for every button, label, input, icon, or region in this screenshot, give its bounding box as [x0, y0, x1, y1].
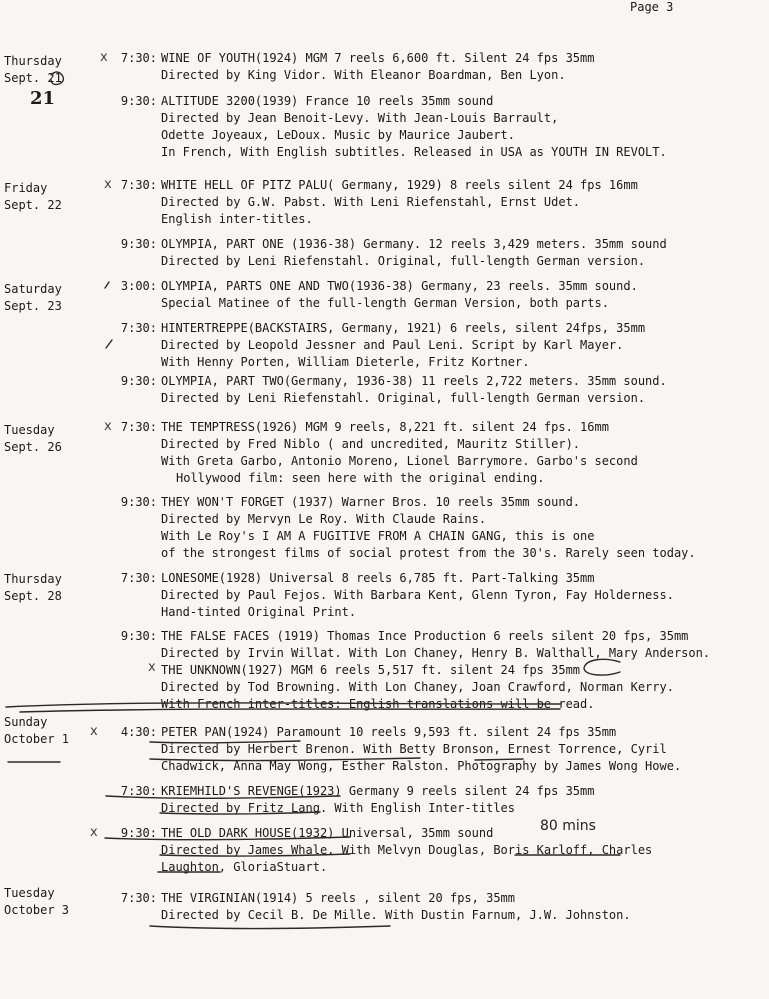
- screening-credit-line: Odette Joyeaux, LeDoux. Music by Maurice Jaubert.: [161, 128, 516, 142]
- screening-time: 9:30:: [120, 629, 157, 643]
- screening-credit-line: Chadwick, Anna May Wong, Esther Ralston. Photography by James Wong Howe.: [161, 759, 682, 773]
- screening-note-line: English inter-titles.: [161, 212, 313, 226]
- screening-title-line: THE FALSE FACES (1919) Thomas Ince Production 6 reels silent 20 fps, 35mm: [161, 629, 689, 643]
- screening-altitude-3200: [100, 93, 667, 161]
- day-name: Thursday: [4, 54, 62, 68]
- screening-credit-line: Directed by G.W. Pabst. With Leni Riefenstahl, Ernst Udet.: [161, 195, 581, 209]
- day-date: Sept. 28: [4, 589, 62, 603]
- screening-credit-line: Directed by Paul Fejos. With Barbara Kent, Glenn Tyron, Fay Holderness.: [161, 588, 674, 602]
- screening-title-line: HINTERTREPPE(BACKSTAIRS, Germany, 1921) 6 reels, silent 24fps, 35mm: [161, 321, 646, 335]
- handwritten-x-mark: x: [104, 419, 112, 434]
- screening-time: 9:30:: [120, 826, 157, 840]
- day-tuesday-october-3: [4, 885, 69, 919]
- day-date: Sept. 22: [4, 198, 62, 212]
- screening-credit-line: Directed by Herbert Brenon. With Betty Bronson, Ernest Torrence, Cyril: [161, 742, 667, 756]
- screening-note-line: With Le Roy's I AM A FUGITIVE FROM A CHAIN GANG, this is one: [161, 529, 595, 543]
- day-name: Tuesday: [4, 886, 55, 900]
- screening-credit-line: Directed by Jean Benoit-Levy. With Jean-Louis Barrault,: [161, 111, 559, 125]
- day-date: Sept. 21: [4, 71, 62, 85]
- screening-credit-line: Directed by Leni Riefenstahl. Original, full-length German version.: [161, 391, 646, 405]
- screening-title-line: THE TEMPTRESS(1926) MGM 9 reels, 8,221 ft. silent 24 fps. 16mm: [161, 420, 609, 434]
- screening-title-line: THE OLD DARK HOUSE(1932) Universal, 35mm sound: [161, 826, 494, 840]
- screening-they-wont-forget: [100, 494, 696, 562]
- screening-time: 9:30:: [120, 94, 157, 108]
- screening-note-line: Hand-tinted Original Print.: [161, 605, 357, 619]
- screening-title-line: PETER PAN(1924) Paramount 10 reels 9,593 ft. silent 24 fps 35mm: [161, 725, 617, 739]
- day-date: Sept. 26: [4, 440, 62, 454]
- screening-time: 7:30:: [120, 321, 157, 335]
- handwritten-x-mark: x: [148, 660, 156, 675]
- day-date: October 3: [4, 903, 70, 917]
- screening-title-line: THE UNKNOWN(1927) MGM 6 reels 5,517 ft. silent 24 fps 35mm: [161, 663, 581, 677]
- screening-kriemhilds-revenge: [100, 783, 594, 817]
- screening-credit-line: Directed by King Vidor. With Eleanor Boardman, Ben Lyon.: [161, 68, 566, 82]
- day-thursday-sept-28: [4, 571, 62, 605]
- screening-title-line: THE VIRGINIAN(1914) 5 reels , silent 20 fps, 35mm: [161, 891, 516, 905]
- screening-time: 7:30:: [120, 420, 157, 434]
- screening-credit-line: Directed by Irvin Willat. With Lon Chaney, Henry B. Walthall, Mary Anderson.: [161, 646, 711, 660]
- screening-credit-line: With Greta Garbo, Antonio Moreno, Lionel Barrymore. Garbo's second: [161, 454, 638, 468]
- screening-credit-line: With Henny Porten, William Dieterle, Fritz Kortner.: [161, 355, 530, 369]
- screening-credit-line: Directed by Tod Browning. With Lon Chaney, Joan Crawford, Norman Kerry.: [161, 680, 674, 694]
- day-name: Friday: [4, 181, 48, 195]
- screening-time: 7:30:: [120, 784, 157, 798]
- screening-olympia-part-one: [100, 236, 667, 270]
- screening-title-line: LONESOME(1928) Universal 8 reels 6,785 ft. Part-Talking 35mm: [161, 571, 595, 585]
- screening-credit-line: Directed by James Whale. With Melvyn Douglas, Boris Karloff, Charles: [161, 843, 653, 857]
- screening-time: 7:30:: [120, 178, 157, 192]
- screening-time: 9:30:: [120, 374, 157, 388]
- day-thursday-sept-21: [4, 53, 62, 87]
- screening-title-line: ALTITUDE 3200(1939) France 10 reels 35mm sound: [161, 94, 494, 108]
- screening-credit-line: Directed by Fred Niblo ( and uncredited, Mauritz Stiller).: [161, 437, 581, 451]
- screening-title-line: OLYMPIA, PART TWO(Germany, 1936-38) 11 reels 2,722 meters. 35mm sound.: [161, 374, 667, 388]
- screening-time: 4:30:: [120, 725, 157, 739]
- screening-wine-of-youth: [100, 50, 594, 84]
- screening-credit-line: Directed by Mervyn Le Roy. With Claude Rains.: [161, 512, 487, 526]
- screening-time: 3:00:: [120, 279, 157, 293]
- day-name: Sunday: [4, 715, 48, 729]
- screening-time: 7:30:: [120, 891, 157, 905]
- screening-note-line: of the strongest films of social protest from the 30's. Rarely seen today.: [161, 546, 696, 560]
- screening-note-line: Hollywood film: seen here with the original ending.: [176, 471, 545, 485]
- screening-credit-line: Directed by Fritz Lang. With English Inter-titles: [161, 801, 516, 815]
- screening-title-line: THEY WON'T FORGET (1937) Warner Bros. 10 reels 35mm sound.: [161, 495, 581, 509]
- screening-credit-line: Laughton, GloriaStuart.: [161, 860, 328, 874]
- handwritten-x-mark: x: [90, 724, 98, 739]
- day-name: Saturday: [4, 282, 62, 296]
- screening-hintertreppe: [100, 320, 645, 371]
- day-date: October 1: [4, 732, 70, 746]
- day-name: Thursday: [4, 572, 62, 586]
- screening-title-line: KRIEMHILD'S REVENGE(1923) Germany 9 reels silent 24 fps 35mm: [161, 784, 595, 798]
- screening-title-line: OLYMPIA, PARTS ONE AND TWO(1936-38) Germany, 23 reels. 35mm sound.: [161, 279, 638, 293]
- screening-title-line: OLYMPIA, PART ONE (1936-38) Germany. 12 reels 3,429 meters. 35mm sound: [161, 237, 667, 251]
- day-name: Tuesday: [4, 423, 55, 437]
- handwritten-x-mark: x: [100, 50, 108, 65]
- screening-olympia-parts-one-and-two: [100, 278, 638, 312]
- screening-the-false-faces-the-unknown: [100, 628, 710, 713]
- screening-credit-line: Directed by Leopold Jessner and Paul Leni. Script by Karl Mayer.: [161, 338, 624, 352]
- handwritten-date: 21: [30, 88, 56, 109]
- screening-title-line: WHITE HELL OF PITZ PALU( Germany, 1929) 8 reels silent 24 fps 16mm: [161, 178, 638, 192]
- screening-time: 7:30:: [120, 51, 157, 65]
- screening-note-line: With French inter-titles: English translations will be read.: [161, 697, 595, 711]
- screening-lonesome: [100, 570, 674, 621]
- screening-the-temptress: [100, 419, 638, 487]
- screening-the-virginian: [100, 890, 631, 924]
- screening-note-line: Special Matinee of the full-length German Version, both parts.: [161, 296, 609, 310]
- handwritten-x-mark: x: [104, 177, 112, 192]
- screening-title-line: WINE OF YOUTH(1924) MGM 7 reels 6,600 ft. Silent 24 fps 35mm: [161, 51, 595, 65]
- handwritten-x-mark: x: [90, 825, 98, 840]
- day-date: Sept. 23: [4, 299, 62, 313]
- screening-time: 7:30:: [120, 571, 157, 585]
- day-tuesday-sept-26: [4, 422, 62, 456]
- day-sunday-october-1: [4, 714, 69, 748]
- day-friday-sept-22: [4, 180, 62, 214]
- screening-credit-line: Directed by Cecil B. De Mille. With Dustin Farnum, J.W. Johnston.: [161, 908, 631, 922]
- screening-credit-line: Directed by Leni Riefenstahl. Original, full-length German version.: [161, 254, 646, 268]
- virginian-director-underline: [150, 926, 390, 929]
- handwritten-runtime-note: 80 mins: [540, 818, 596, 834]
- screening-white-hell-of-pitz-palu: [100, 177, 638, 228]
- page-number: Page 3: [630, 0, 674, 14]
- screening-note-line: In French, With English subtitles. Released in USA as YOUTH IN REVOLT.: [161, 145, 667, 159]
- screening-time: 9:30:: [120, 237, 157, 251]
- screening-time: 9:30:: [120, 495, 157, 509]
- day-saturday-sept-23: [4, 281, 62, 315]
- screening-peter-pan: [100, 724, 681, 775]
- screening-olympia-part-two: [100, 373, 667, 407]
